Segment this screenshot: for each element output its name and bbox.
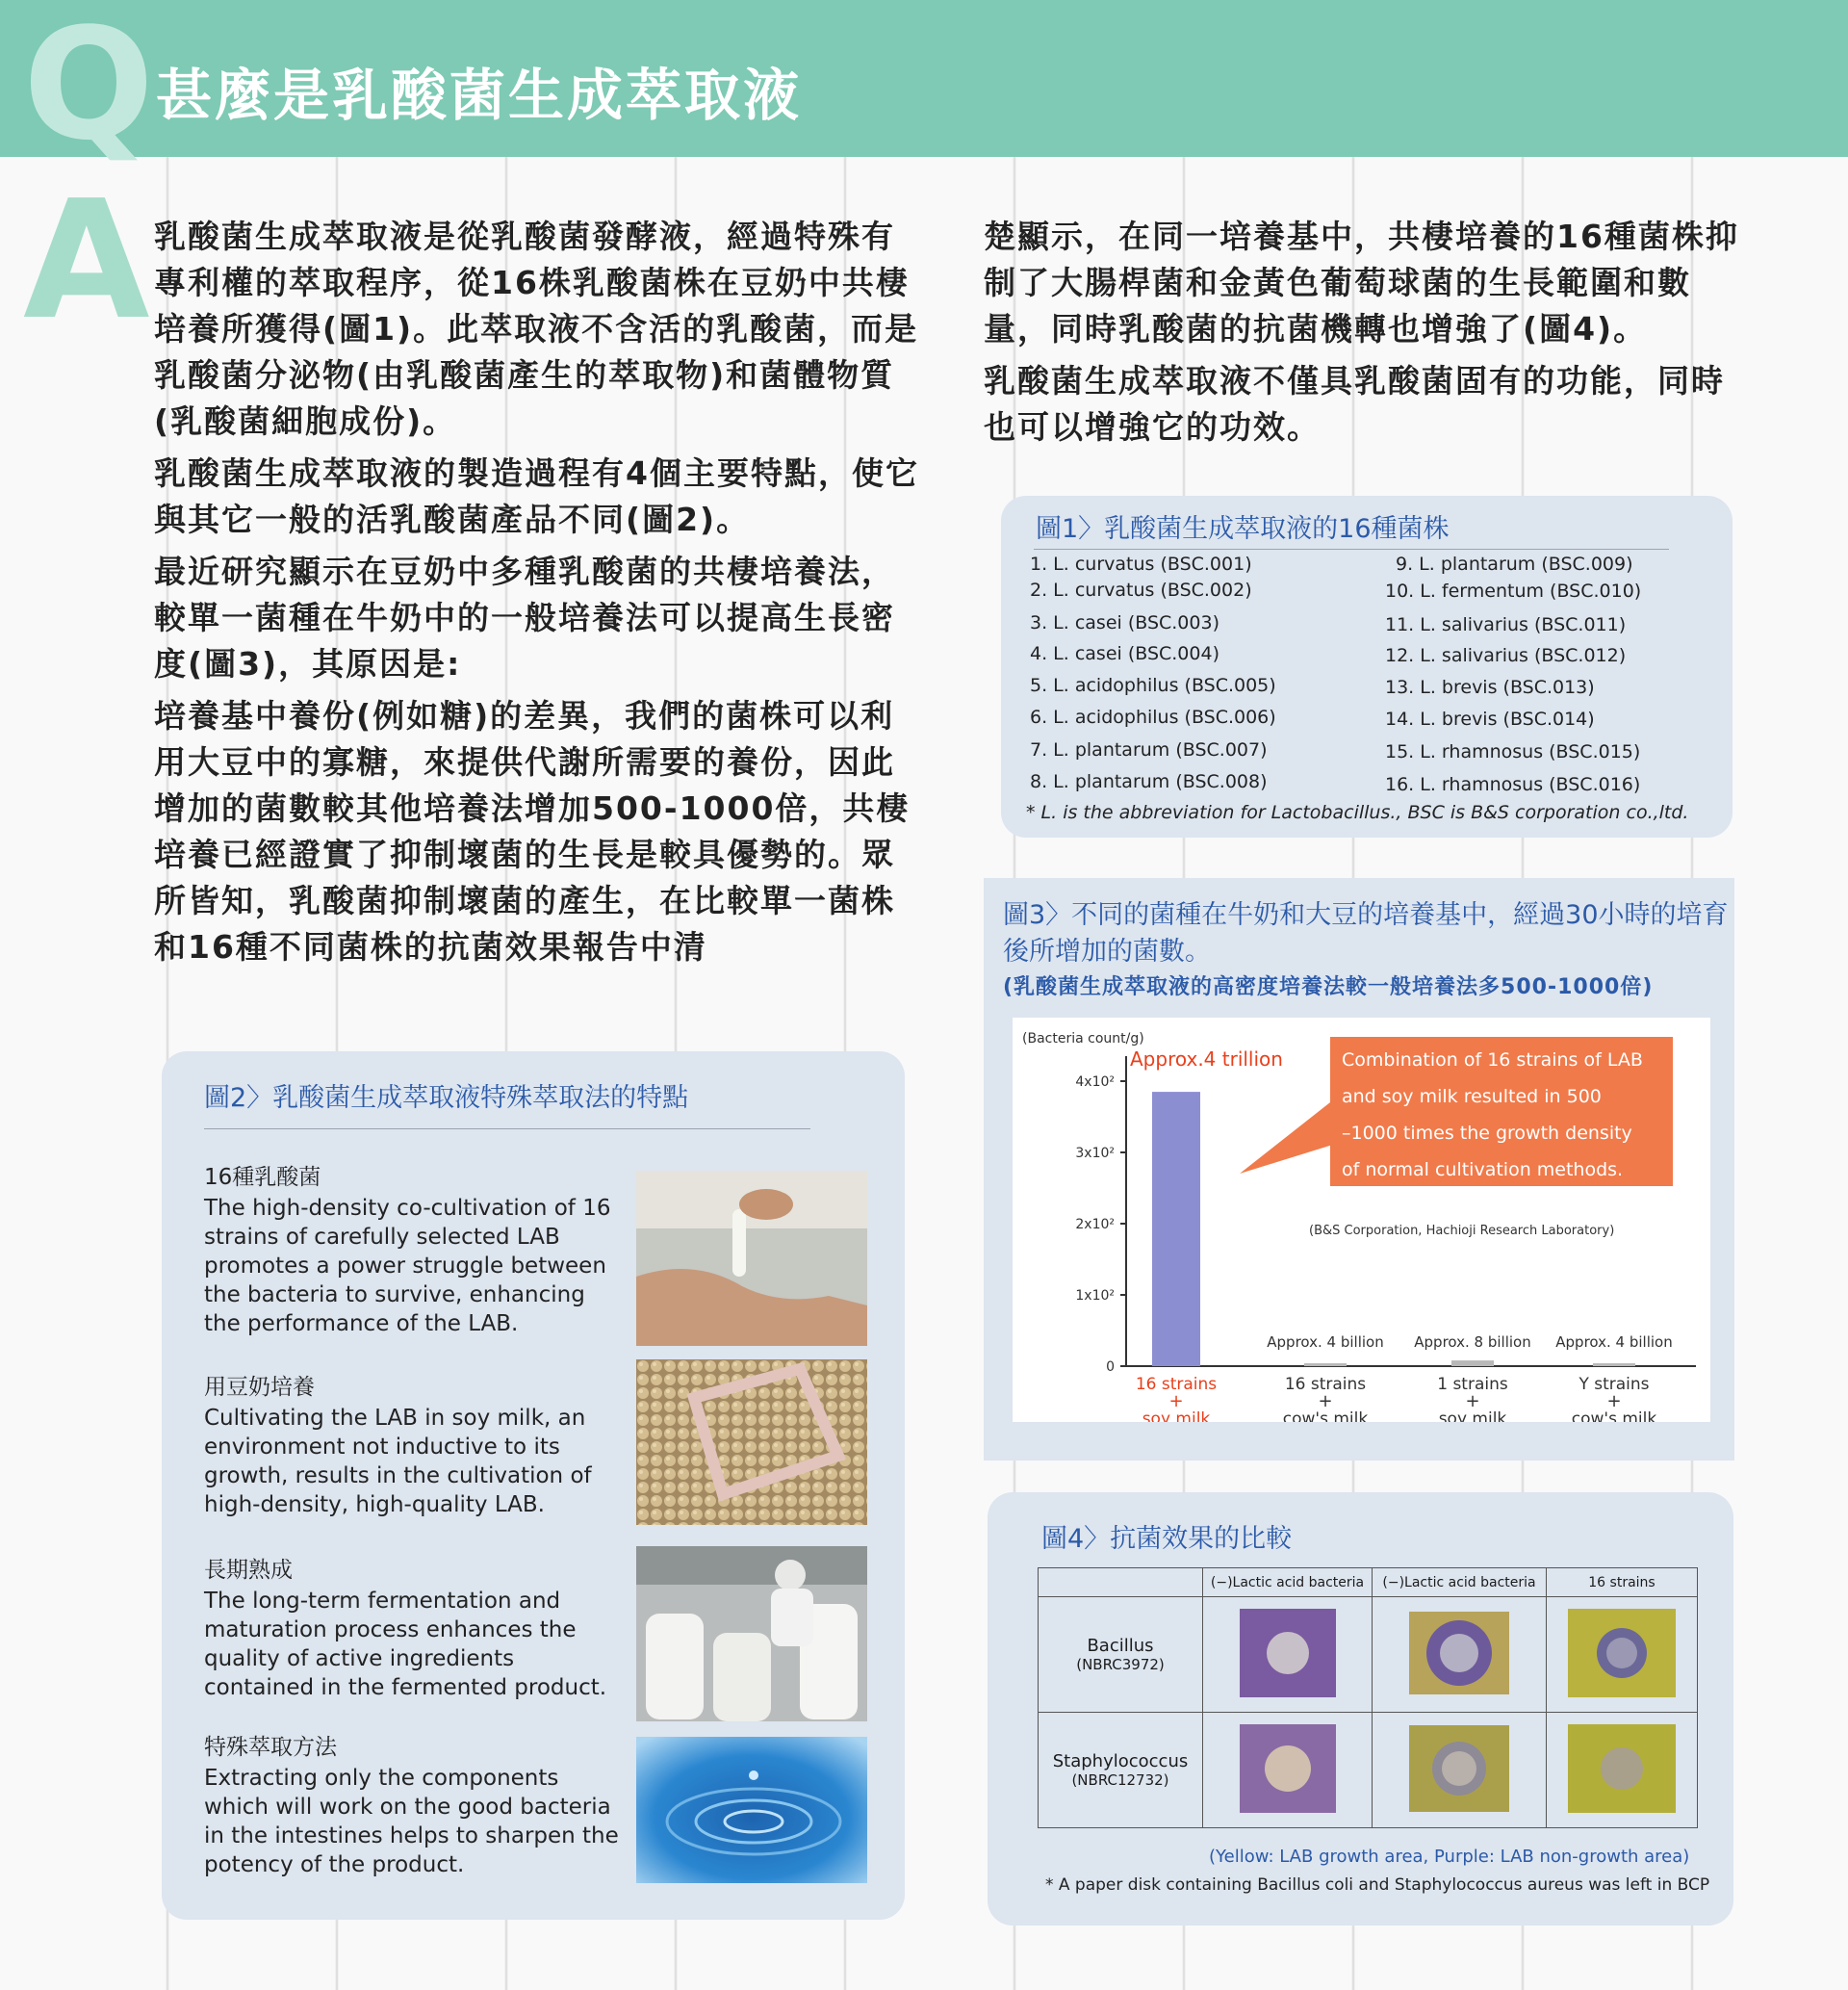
y-tick-label: 4x10²	[1075, 1074, 1115, 1090]
category-label: soy milk	[1142, 1409, 1211, 1422]
divider	[1034, 549, 1669, 550]
category-label: 1 strains	[1437, 1375, 1508, 1394]
petri-dish-image	[1568, 1609, 1676, 1697]
petri-dish-image	[1409, 1725, 1509, 1812]
category-plus: +	[1318, 1391, 1333, 1411]
category-label: 16 strains	[1135, 1375, 1218, 1394]
paragraph: 培養基中養份(例如糖)的差異，我們的菌株可以利用大豆中的寡糖，來提供代謝所需要的養份，因此增加的菌數較其他培養法增加500-1000倍，共棲培養已經證實了抑制壞菌的生長是較具優勢的。眾所皆知，乳酸菌抑制壞菌的產生，在比較單一菌株和16種不同菌株的抗菌效果報告中清	[154, 697, 911, 966]
figure-2-title: 圖2〉乳酸菌生成萃取液特殊萃取法的特點	[204, 1083, 689, 1113]
strain-item: 7. L. plantarum (BSC.007)	[1030, 739, 1268, 761]
callout-text: of normal cultivation methods.	[1342, 1159, 1624, 1180]
column-header: 16 strains	[1547, 1568, 1698, 1597]
lab-cultivation-photo	[636, 1171, 867, 1346]
paragraph: 乳酸菌生成萃取液是從乳酸菌發酵液，經過特殊有專利權的萃取程序，從16株乳酸菌株在豆奶中共棲培養所獲得(圖1)。此萃取液不含活的乳酸菌，而是乳酸菌分泌物(由乳酸菌產生的萃取物)和菌體物質(乳酸菌細胞成份)。	[154, 218, 919, 440]
row-name: Bacillus	[1087, 1636, 1154, 1656]
figure-3-subtitle: (乳酸菌生成萃取液的高密度培養法較一般培養法多500-1000倍)	[1003, 975, 1654, 999]
paragraph: 楚顯示，在同一培養基中，共棲培養的16種菌株抑制了大腸桿菌和金黃色葡萄球菌的生長範圍和數量，同時乳酸菌的抗菌機轉也增強了(圖4)。	[984, 218, 1739, 348]
feature-description: Cultivating the LAB in soy milk, an environment not inductive to its growth, results in the cultivation of high-density, high-quality LAB.	[204, 1406, 592, 1517]
column-header: (−)Lactic acid bacteria	[1203, 1568, 1373, 1597]
strain-item: 16. L. rhamnosus (BSC.016)	[1385, 774, 1641, 795]
category-label: 16 strains	[1284, 1375, 1367, 1394]
row-header	[1039, 1597, 1203, 1713]
figure-3-title: 圖3〉不同的菌種在牛奶和大豆的培養基中，經過30小時的培育後所增加的菌數。	[1003, 900, 1729, 967]
antibacterial-comparison-table	[1038, 1567, 1698, 1828]
category-label: Y strains	[1578, 1375, 1650, 1394]
row-code: (NBRC12732)	[1071, 1771, 1169, 1789]
paragraph: 乳酸菌生成萃取液不僅具乳酸菌固有的功能，同時也可以增強它的功效。	[984, 362, 1725, 446]
petri-dish-image	[1409, 1612, 1509, 1694]
strain-item: 13. L. brevis (BSC.013)	[1385, 677, 1595, 698]
chart-source: (B&S Corporation, Hachioji Research Laboratory)	[1309, 1224, 1615, 1238]
feature-heading: 用豆奶培養	[204, 1375, 315, 1400]
row-header	[1039, 1713, 1203, 1828]
main-bar-label: Approx.4 trillion	[1130, 1047, 1283, 1071]
paragraph: 乳酸菌生成萃取液的製造過程有4個主要特點，使它與其它一般的活乳酸菌產品不同(圖2)。	[154, 454, 919, 538]
petri-dish-cell	[1547, 1597, 1698, 1713]
petri-dish-image	[1568, 1724, 1676, 1813]
bar	[1451, 1360, 1494, 1366]
feature-heading: 特殊萃取方法	[204, 1735, 337, 1760]
strain-item: 3. L. casei (BSC.003)	[1030, 612, 1219, 633]
category-plus: +	[1465, 1391, 1480, 1411]
page-title: 甚麼是乳酸菌生成萃取液	[156, 63, 803, 128]
strain-item: 12. L. salivarius (BSC.012)	[1385, 645, 1627, 666]
divider	[204, 1128, 810, 1129]
category-plus: +	[1168, 1391, 1184, 1411]
strain-item: 14. L. brevis (BSC.014)	[1385, 709, 1595, 730]
petri-dish-image	[1240, 1609, 1336, 1697]
feature-heading: 16種乳酸菌	[204, 1165, 321, 1190]
figure-1-note: * L. is the abbreviation for Lactobacillus., BSC is B&S corporation co.,ltd.	[1026, 802, 1689, 823]
petri-dish-cell	[1373, 1713, 1547, 1828]
y-tick-label: 3x10²	[1075, 1146, 1115, 1161]
figure-4-panel	[988, 1492, 1733, 1925]
feature-description: The high-density co-cultivation of 16 strains of carefully selected LAB promotes a power struggle between the bacteria to survive, enhancing the performance of the LAB.	[204, 1196, 611, 1336]
petri-dish-cell	[1373, 1597, 1547, 1713]
strain-item: 15. L. rhamnosus (BSC.015)	[1385, 741, 1641, 762]
q-letter: Q	[23, 0, 155, 174]
fermentation-tanks-photo	[636, 1546, 867, 1721]
feature-description: The long-term fermentation and maturation process enhances the quality of active ingredients contained in the fermented product.	[204, 1589, 607, 1700]
right-column-text	[984, 214, 1754, 456]
strain-item: 9. L. plantarum (BSC.009)	[1396, 554, 1633, 575]
soybeans-photo	[636, 1359, 867, 1525]
strain-item: 4. L. casei (BSC.004)	[1030, 643, 1219, 664]
figure-4-legend: (Yellow: LAB growth area, Purple: LAB non-growth area)	[1209, 1847, 1690, 1867]
y-tick-label: 1x10²	[1075, 1288, 1115, 1304]
petri-dish-cell	[1203, 1713, 1373, 1828]
bar	[1152, 1092, 1200, 1366]
strain-item: 6. L. acidophilus (BSC.006)	[1030, 707, 1276, 728]
row-name: Staphylococcus	[1052, 1751, 1189, 1771]
petri-dish-cell	[1203, 1597, 1373, 1713]
feature-description: Extracting only the components which will work on the good bacteria in the intestines helps to sharpen the potency of the product.	[204, 1766, 619, 1877]
category-label: cow's milk	[1571, 1409, 1657, 1422]
strain-item: 8. L. plantarum (BSC.008)	[1030, 771, 1268, 792]
figure-1-title: 圖1〉乳酸菌生成萃取液的16種菌株	[1036, 514, 1450, 544]
column-header: (−)Lactic acid bacteria	[1373, 1568, 1547, 1597]
feature-heading: 長期熟成	[204, 1558, 293, 1583]
figure-4-note: * A paper disk containing Bacillus coli and Staphylococcus aureus was left in BCP	[1045, 1875, 1710, 1895]
a-letter: A	[23, 166, 150, 356]
bar-value-label: Approx. 4 billion	[1555, 1333, 1673, 1351]
y-axis-label: (Bacteria count/g)	[1022, 1031, 1144, 1047]
figure-1-panel	[1001, 496, 1732, 838]
water-drop-photo	[636, 1737, 867, 1883]
strain-item: 1. L. curvatus (BSC.001)	[1030, 554, 1252, 575]
paragraph: 最近研究顯示在豆奶中多種乳酸菌的共棲培養法，較單一菌種在牛奶中的一般培養法可以提高生長密度(圖3)，其原因是:	[154, 553, 895, 683]
bar-value-label: Approx. 8 billion	[1414, 1333, 1531, 1351]
strain-item: 2. L. curvatus (BSC.002)	[1030, 580, 1252, 601]
category-label: soy milk	[1438, 1409, 1507, 1422]
left-column-text	[154, 214, 924, 976]
strain-item: 11. L. salivarius (BSC.011)	[1385, 614, 1627, 635]
bar	[1593, 1363, 1635, 1366]
bacteria-count-chart	[1013, 1018, 1710, 1422]
figure-2-panel	[162, 1051, 905, 1920]
figure-3-panel	[984, 878, 1734, 1460]
category-label: cow's milk	[1282, 1409, 1369, 1422]
callout-text: Combination of 16 strains of LAB	[1342, 1049, 1643, 1071]
strain-item: 5. L. acidophilus (BSC.005)	[1030, 675, 1276, 696]
y-tick-label: 2x10²	[1075, 1217, 1115, 1232]
table-corner	[1039, 1568, 1203, 1597]
strain-item: 10. L. fermentum (BSC.010)	[1385, 581, 1642, 602]
category-plus: +	[1606, 1391, 1622, 1411]
bar	[1304, 1363, 1347, 1366]
petri-dish-image	[1240, 1724, 1336, 1813]
chart-svg	[1013, 1018, 1710, 1422]
y-tick-label: 0	[1106, 1359, 1115, 1375]
row-code: (NBRC3972)	[1076, 1656, 1165, 1673]
callout-text: and soy milk resulted in 500	[1342, 1086, 1602, 1107]
petri-dish-cell	[1547, 1713, 1698, 1828]
figure-4-title: 圖4〉抗菌效果的比較	[1041, 1524, 1293, 1554]
bar-value-label: Approx. 4 billion	[1267, 1333, 1384, 1351]
callout-text: –1000 times the growth density	[1342, 1123, 1632, 1144]
